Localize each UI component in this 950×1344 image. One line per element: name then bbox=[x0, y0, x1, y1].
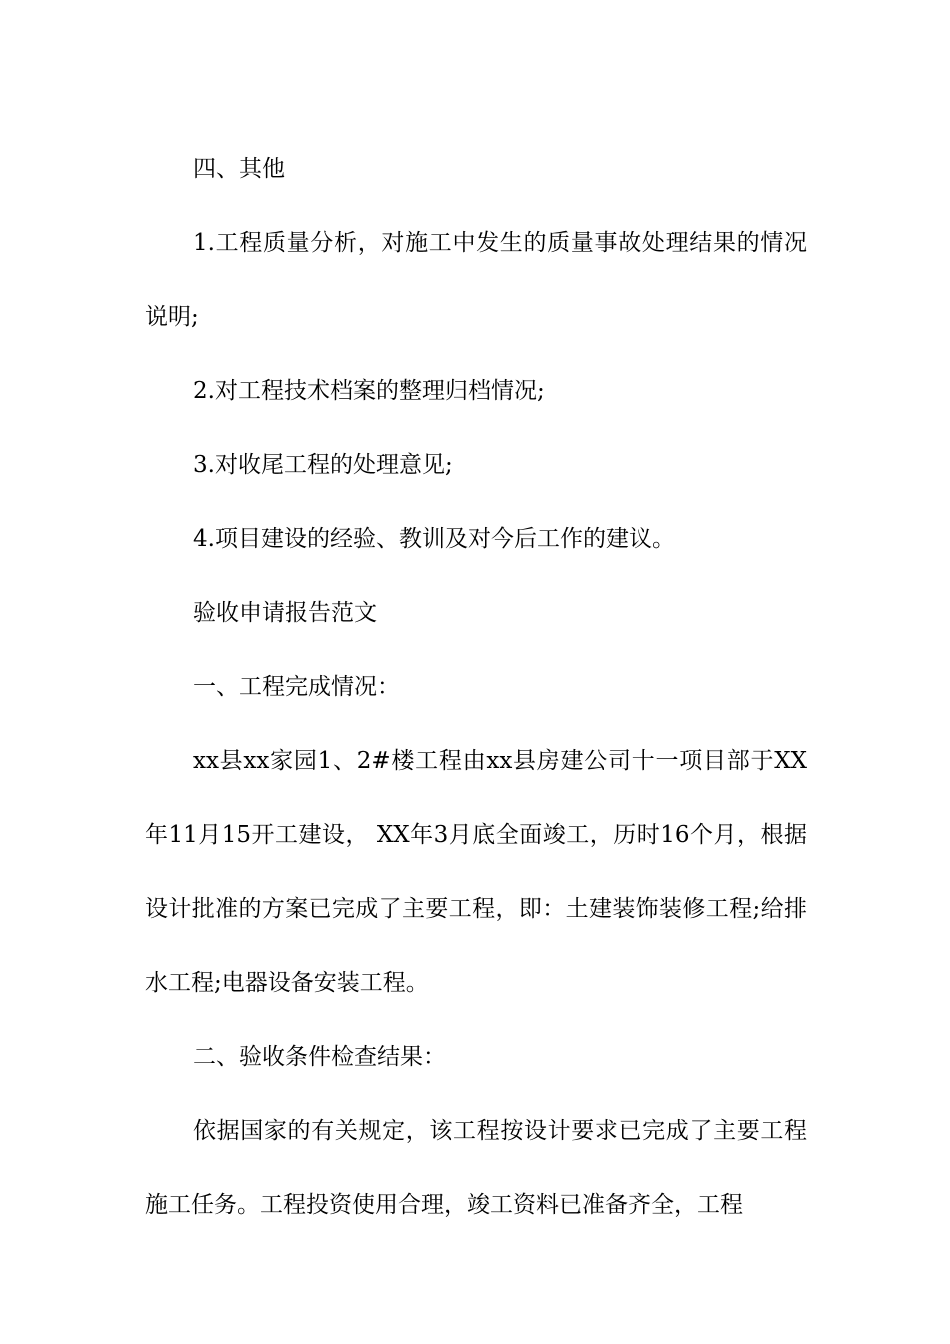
document-title: 验收申请报告范文 bbox=[193, 600, 377, 626]
section-heading-acceptance-check: 二、验收条件检查结果： bbox=[193, 1044, 446, 1070]
list-item-finishing-work: 3.对收尾工程的处理意见; bbox=[193, 452, 453, 478]
list-item-lessons: 4.项目建设的经验、教训及对今后工作的建议。 bbox=[193, 526, 675, 552]
paragraph-acceptance-details: 依据国家的有关规定，该工程按设计要求已完成了主要工程施工任务。工程投资使用合理，竣工资料已准备齐全，工程 bbox=[145, 1118, 807, 1218]
list-item-archive: 2.对工程技术档案的整理归档情况; bbox=[193, 378, 545, 404]
paragraph-completion-details: xx县xx家园1、2#楼工程由xx县房建公司十一项目部于XX年11月15开工建设， XX年3月底全面竣工，历时16个月，根据设计批准的方案已完成了主要工程，即：土建装饰装修工程;给排水工程;电器设备安装工程。 bbox=[145, 748, 807, 996]
section-heading-completion: 一、工程完成情况： bbox=[193, 674, 400, 700]
section-heading-other: 四、其他 bbox=[193, 156, 285, 182]
document-body bbox=[145, 132, 807, 1242]
list-item-quality-analysis: 1.工程质量分析，对施工中发生的质量事故处理结果的情况说明; bbox=[145, 230, 807, 330]
